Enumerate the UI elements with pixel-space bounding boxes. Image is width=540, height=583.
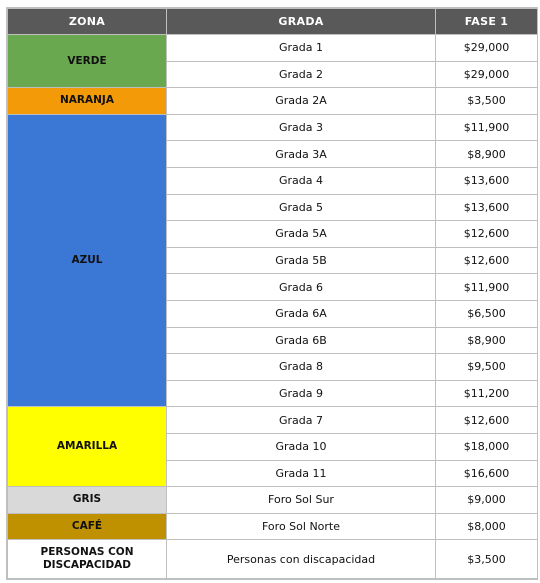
price-cell: $8,900	[436, 141, 538, 168]
price-cell: $18,000	[436, 433, 538, 460]
price-cell: $13,600	[436, 194, 538, 221]
price-cell: $29,000	[436, 61, 538, 88]
price-cell: $8,900	[436, 327, 538, 354]
price-cell: $6,500	[436, 300, 538, 327]
price-cell: $16,600	[436, 460, 538, 487]
grada-cell: Grada 4	[167, 167, 436, 194]
header-fase: FASE 1	[436, 9, 538, 35]
grada-cell: Foro Sol Norte	[167, 513, 436, 540]
table-row	[8, 88, 538, 115]
zone-verde: VERDE	[8, 35, 167, 88]
table-row	[8, 513, 538, 540]
price-cell: $12,600	[436, 247, 538, 274]
grada-cell: Grada 5B	[167, 247, 436, 274]
grada-cell: Foro Sol Sur	[167, 487, 436, 514]
price-cell: $9,000	[436, 487, 538, 514]
zone-azul: AZUL	[8, 114, 167, 407]
header-row	[8, 9, 538, 35]
price-cell: $13,600	[436, 167, 538, 194]
header-grada: GRADA	[167, 9, 436, 35]
grada-cell: Grada 2A	[167, 88, 436, 115]
table-row	[8, 114, 538, 141]
grada-cell: Grada 8	[167, 354, 436, 381]
table-row	[8, 487, 538, 514]
grada-cell: Grada 6	[167, 274, 436, 301]
grada-cell: Grada 6B	[167, 327, 436, 354]
zone-naranja: NARANJA	[8, 88, 167, 115]
grada-cell: Personas con discapacidad	[167, 540, 436, 579]
price-cell: $3,500	[436, 540, 538, 579]
price-cell: $12,600	[436, 407, 538, 434]
grada-cell: Grada 10	[167, 433, 436, 460]
grada-cell: Grada 2	[167, 61, 436, 88]
grada-cell: Grada 5	[167, 194, 436, 221]
zone-amarilla: AMARILLA	[8, 407, 167, 487]
table-row	[8, 407, 538, 434]
price-cell: $29,000	[436, 35, 538, 62]
zone-gris: GRIS	[8, 487, 167, 514]
grada-cell: Grada 6A	[167, 300, 436, 327]
price-cell: $3,500	[436, 88, 538, 115]
grada-cell: Grada 5A	[167, 221, 436, 248]
price-cell: $11,900	[436, 274, 538, 301]
zone-personas-line2: DISCAPACIDAD	[42, 559, 132, 572]
grada-cell: Grada 3A	[167, 141, 436, 168]
price-cell: $12,600	[436, 221, 538, 248]
price-cell: $11,900	[436, 114, 538, 141]
zone-personas	[8, 540, 167, 579]
grada-cell: Grada 3	[167, 114, 436, 141]
header-zona: ZONA	[8, 9, 167, 35]
price-table-container	[6, 7, 538, 580]
grada-cell: Grada 11	[167, 460, 436, 487]
price-table	[7, 8, 538, 579]
grada-cell: Grada 1	[167, 35, 436, 62]
table-row	[8, 35, 538, 62]
price-cell: $8,000	[436, 513, 538, 540]
grada-cell: Grada 7	[167, 407, 436, 434]
grada-cell: Grada 9	[167, 380, 436, 407]
zone-personas-line1: PERSONAS CON	[40, 546, 134, 559]
price-cell: $11,200	[436, 380, 538, 407]
price-cell: $9,500	[436, 354, 538, 381]
zone-cafe: CAFÉ	[8, 513, 167, 540]
table-row	[8, 540, 538, 579]
